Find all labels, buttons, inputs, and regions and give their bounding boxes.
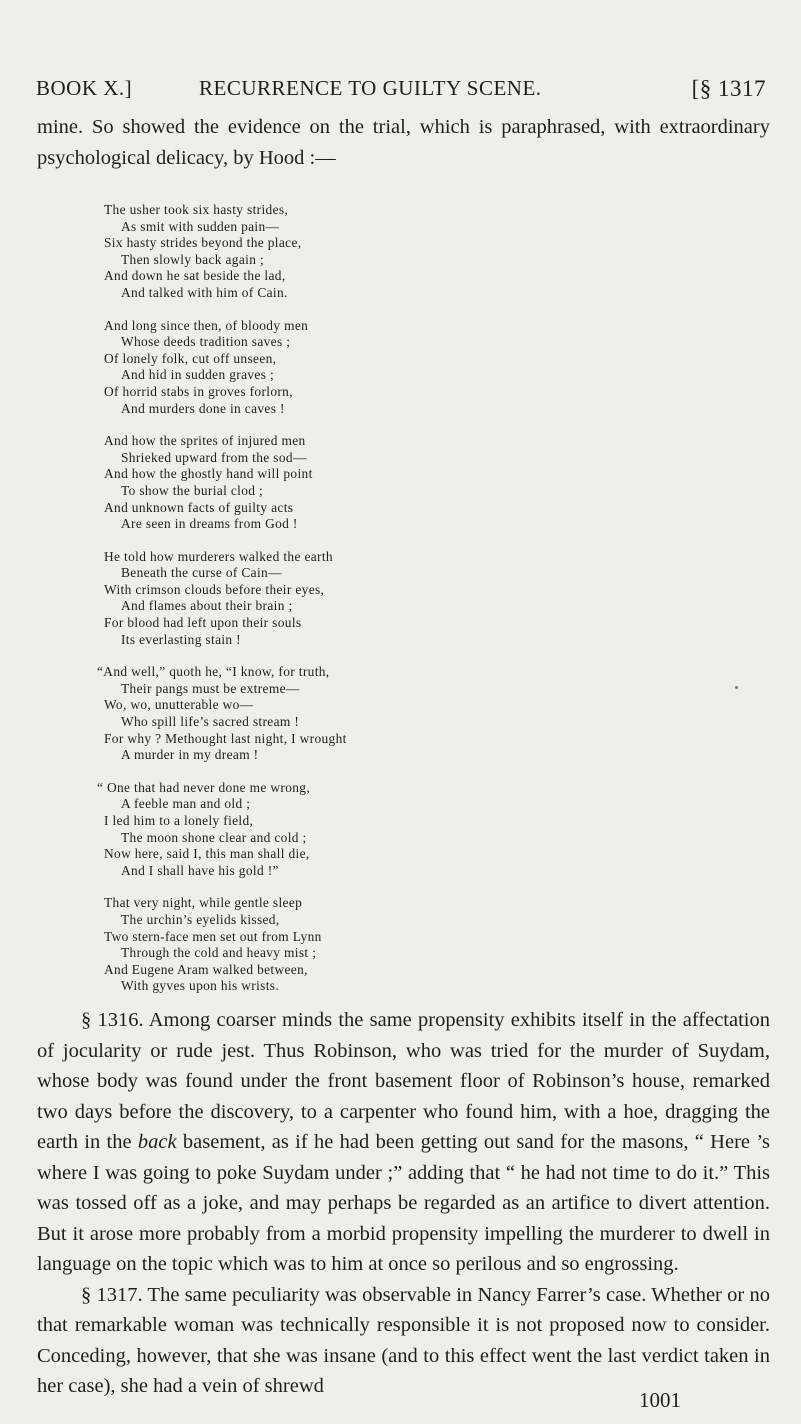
poem-line: Beneath the curse of Cain— [121, 565, 282, 581]
poem-line: Their pangs must be extreme— [121, 680, 300, 696]
poem-line: And unknown facts of guilty acts [104, 499, 294, 515]
poem-line: Its everlasting stain ! [121, 631, 241, 647]
poem-line: Of horrid stabs in groves forlorn, [104, 383, 293, 399]
poem-line: For why ? Methought last night, I wrought [104, 730, 347, 746]
poem-line: With crimson clouds before their eyes, [104, 581, 325, 597]
poem-stanza [104, 202, 664, 302]
poem-line: And Eugene Aram walked between, [104, 961, 308, 977]
header-title: RECURRENCE TO GUILTY SCENE. [199, 76, 542, 100]
poem-line: The urchin’s eyelids kissed, [121, 911, 280, 927]
poem-line: Now here, said I, this man shall die, [104, 846, 310, 862]
poem-line: Are seen in dreams from God ! [121, 516, 298, 532]
poem-line: And how the ghostly hand will point [104, 466, 313, 482]
poem-line: Of lonely folk, cut off unseen, [104, 350, 277, 366]
poem-line: Shrieked upward from the sod— [121, 449, 307, 465]
poem-line: A murder in my dream ! [121, 747, 259, 763]
poem-line: That very night, while gentle sleep [104, 895, 303, 911]
poem-line: And long since then, of bloody men [104, 317, 309, 333]
poem-line: And I shall have his gold !” [121, 862, 279, 878]
poem-stanza [97, 664, 664, 764]
poem-line: As smit with sudden pain— [121, 218, 280, 234]
poem-line: And hid in sudden graves ; [121, 367, 275, 383]
poem-line: And how the sprites of injured men [104, 433, 306, 449]
poem-line: Who spill life’s sacred stream ! [121, 714, 300, 730]
intro-paragraph [37, 112, 770, 173]
poem-stanza [104, 318, 664, 418]
poem-line: To show the burial clod ; [121, 482, 264, 498]
poem-block [97, 202, 664, 1011]
poem-stanza [104, 549, 664, 649]
poem-line: A feeble man and old ; [121, 796, 251, 812]
page-number: 1001 [639, 1388, 681, 1412]
running-header [36, 76, 766, 110]
poem-line: For blood had left upon their souls [104, 615, 302, 631]
poem-line: And murders done in caves ! [121, 400, 285, 416]
poem-line: And flames about their brain ; [121, 598, 293, 614]
print-speck [735, 686, 738, 689]
poem-line: He told how murderers walked the earth [104, 548, 333, 564]
poem-line: And down he sat beside the lad, [104, 268, 286, 284]
poem-line: Wo, wo, unutterable wo— [104, 697, 254, 713]
poem-line: Through the cold and heavy mist ; [121, 945, 317, 961]
para-1316-start: § 1316. Among coarser minds the same propensity exhibits itself in the affectation of jocularity or rude jest. Thus Robinson, who was tried for the murder of Suydam, whose body was found under the front basement floor of Robinson’s house, remarked two days before the discovery, to a carpenter who found him, with a hoe, dragging the earth in the [37, 1009, 770, 1153]
paragraph-1316 [37, 1005, 770, 1280]
poem-line: “And well,” quoth he, “I know, for truth, [97, 664, 330, 680]
body-text [37, 1005, 770, 1402]
poem-line: The usher took six hasty strides, [104, 202, 289, 217]
poem-stanza [104, 895, 664, 995]
para-1316-end: basement, as if he had been getting out sand for the masons, “ Here ’s where I was going to poke Suydam under ;” adding that “ he had not time to do it.” This was tossed off as a joke, and may perhaps be regarded as an artifice to divert attention. But it arose more probably from a morbid propensity impelling the murderer to dwell in language on the topic which was to him at once so perilous and so engrossing. [37, 1131, 770, 1275]
poem-line: “ One that had never done me wrong, [97, 779, 311, 795]
header-section: [§ 1317 [691, 76, 766, 101]
poem-line: And talked with him of Cain. [121, 284, 288, 300]
para-1316-emphasis: back [137, 1131, 177, 1153]
poem-line: The moon shone clear and cold ; [121, 829, 307, 845]
poem-line: Then slowly back again ; [121, 251, 265, 267]
poem-stanza [104, 433, 664, 533]
intro-text: mine. So showed the evidence on the trial, which is paraphrased, with extraordinary psychological delicacy, by Hood :— [37, 116, 770, 169]
poem-line: With gyves upon his wrists. [121, 978, 280, 994]
header-book: BOOK X.] [36, 76, 133, 100]
poem-line: Whose deeds tradition saves ; [121, 334, 291, 350]
poem-line: I led him to a lonely field, [104, 813, 254, 828]
paragraph-1317: § 1317. The same peculiarity was observable in Nancy Farrer’s case. Whether or no that remarkable woman was technically responsible it is not proposed now to consider. Conceding, however, that she was insane (and to this effect went the last verdict taken in her case), she had a vein of shrewd [37, 1283, 770, 1397]
poem-line: Two stern-face men set out from Lynn [104, 928, 322, 944]
poem-stanza [97, 779, 664, 880]
poem-line: Six hasty strides beyond the place, [104, 235, 302, 251]
